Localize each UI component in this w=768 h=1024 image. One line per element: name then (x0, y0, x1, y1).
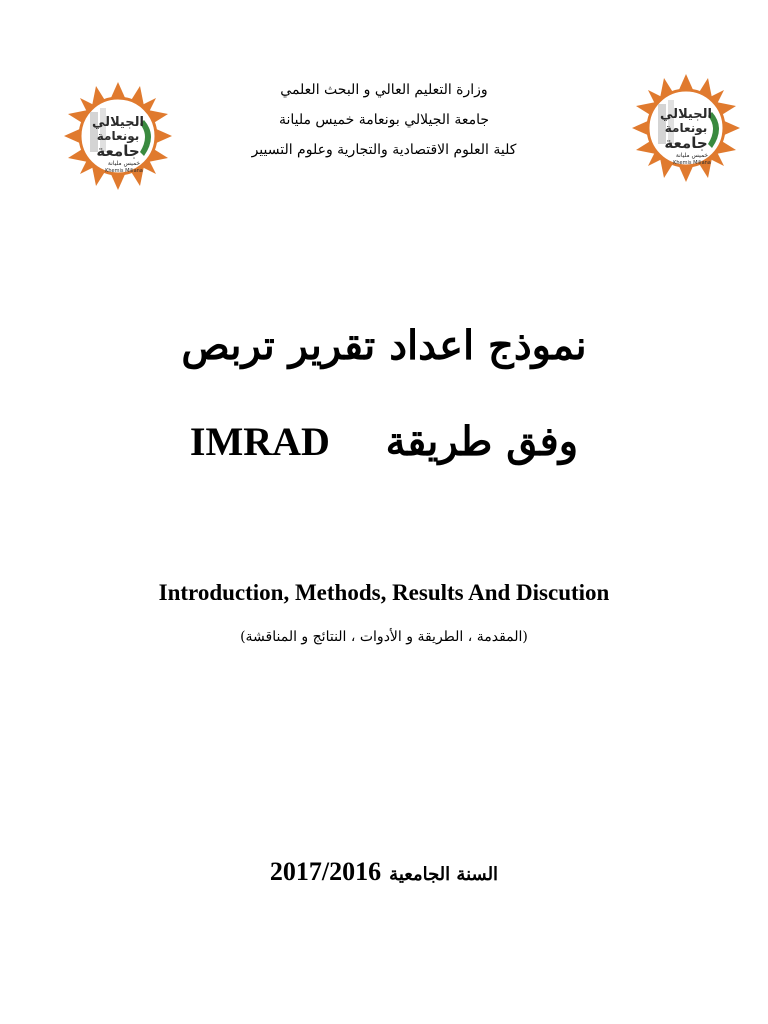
university-logo-icon (630, 72, 742, 184)
logo-text-line2: بونعامة (96, 129, 140, 143)
logo-caption-en: Khemis Miliana (673, 160, 711, 166)
university-name: جامعة الجيلالي بونعامة خميس مليانة (278, 112, 490, 128)
academic-year-label: السنة الجامعية (389, 864, 499, 885)
document-title: نموذج اعداد تقرير تربص (181, 322, 587, 369)
logo-text-line1: الجيلالي (660, 107, 712, 122)
institution-header (200, 80, 568, 170)
subtitle-english: Introduction, Methods, Results And Discution (158, 580, 610, 605)
logo-caption-en: Khemis Miliana (105, 168, 143, 174)
logo-caption-ar: خميس مليانة (675, 152, 709, 159)
subtitle-arabic: (المقدمة ، الطريقة و الأدوات ، النتائج و المناقشة) (240, 629, 528, 645)
university-logo-right (630, 72, 742, 184)
university-logo-left (62, 80, 174, 192)
logo-text-line2: بونعامة (664, 121, 708, 135)
university-logo-icon (62, 80, 174, 192)
academic-year-value: 2017/2016 (269, 857, 382, 886)
logo-text-line3: جامعة (96, 142, 140, 160)
logo-text-line1: الجيلالي (92, 115, 144, 130)
faculty-name: كلية العلوم الاقتصادية والتجارية وعلوم التسيير (251, 142, 517, 158)
ministry-name: وزارة التعليم العالي و البحث العلمي (280, 82, 488, 98)
method-prefix: وفق طريقة (385, 418, 579, 465)
logo-caption-ar: خميس مليانة (107, 160, 141, 167)
academic-year (84, 856, 684, 891)
document-title-method (84, 414, 684, 470)
method-name: IMRAD (189, 419, 330, 464)
logo-text-line3: جامعة (664, 134, 708, 152)
